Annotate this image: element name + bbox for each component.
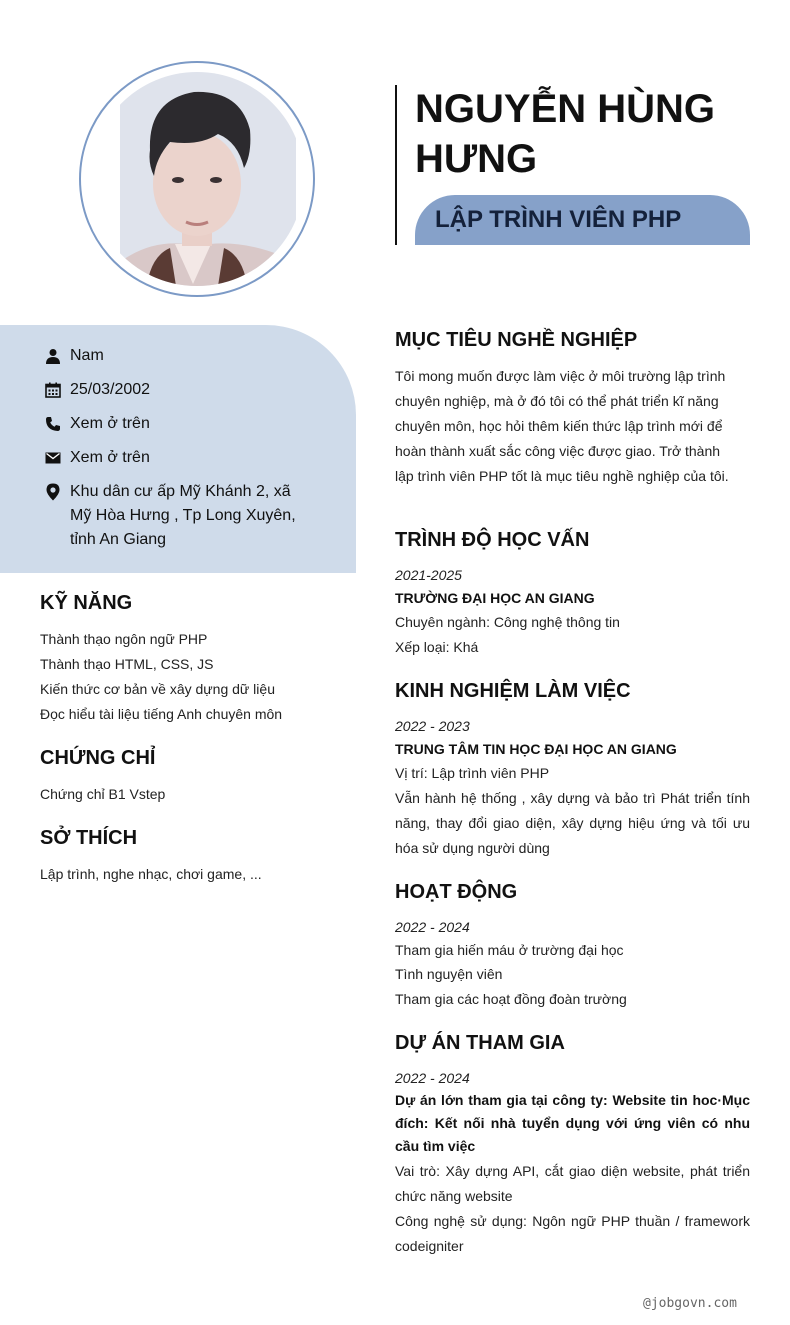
- gender-value: Nam: [70, 347, 104, 364]
- activities-heading: HOẠT ĐỘNG: [395, 881, 518, 903]
- projects-period: 2022 - 2024: [395, 1070, 470, 1086]
- job-title: LẬP TRÌNH VIÊN PHP: [435, 206, 682, 233]
- activities-period: 2022 - 2024: [395, 919, 470, 935]
- education-major: Chuyên ngành: Công nghệ thông tin: [395, 614, 620, 630]
- skill-item: Thành thạo HTML, CSS, JS: [40, 656, 214, 672]
- activity-item: Tham gia hiến máu ở trường đại học: [395, 942, 624, 958]
- phone-icon: [44, 412, 62, 436]
- experience-description: Vẫn hành hệ thống , xây dựng và bảo trì Phát triển tính năng, thay đổi giao diện, xây dựng hiệu ứng và tối ưu hóa sử dụng người dùng: [395, 790, 750, 856]
- avatar-ring: [79, 61, 315, 297]
- contact-birthday: [44, 378, 310, 402]
- education-school: TRƯỜNG ĐẠI HỌC AN GIANG: [395, 590, 595, 606]
- objective-text: Tôi mong muốn được làm việc ở môi trường lập trình chuyên nghiệp, mà ở đó tôi có thể phát triển kĩ năng chuyên môn, học hỏi thêm kiến thức lập trình mới để hoàn thành xuất sắc công việc được giao. Trở thành lập trình viên PHP tốt là mục tiêu nghề nghiệp của tôi.: [395, 368, 729, 484]
- hobbies-heading: SỞ THÍCH: [40, 827, 138, 849]
- skill-item: Thành thạo ngôn ngữ PHP: [40, 631, 208, 647]
- contact-gender: [44, 344, 310, 368]
- skill-item: Kiến thức cơ bản về xây dựng dữ liệu: [40, 681, 275, 697]
- avatar: [90, 72, 304, 286]
- experience-heading: KINH NGHIỆM LÀM VIỆC: [395, 680, 631, 702]
- experience-period: 2022 - 2023: [395, 718, 470, 734]
- education-grade: Xếp loại: Khá: [395, 639, 479, 655]
- contact-address: [44, 480, 296, 552]
- project-role: Vai trò: Xây dựng API, cắt giao diện website, phát triển chức năng website: [395, 1163, 750, 1204]
- profile-photo: [90, 72, 304, 286]
- address-value: Khu dân cư ấp Mỹ Khánh 2, xã Mỹ Hòa Hưng , Tp Long Xuyên, tỉnh An Giang: [70, 483, 296, 548]
- certificate-item: Chứng chỉ B1 Vstep: [40, 786, 166, 802]
- person-icon: [44, 344, 62, 368]
- phone-value[interactable]: Xem ở trên: [70, 415, 150, 432]
- footer-brand: @jobgovn.com: [643, 1296, 737, 1311]
- projects-heading: DỰ ÁN THAM GIA: [395, 1032, 565, 1054]
- education-period: 2021-2025: [395, 567, 462, 583]
- experience-company: TRUNG TÂM TIN HỌC ĐẠI HỌC AN GIANG: [395, 741, 677, 757]
- project-title: Dự án lớn tham gia tại công ty: Website tin hoc·Mục đích: Kết nối nhà tuyển dụng với ứng viên có nhu cầu tìm việc: [395, 1092, 750, 1154]
- project-tech: Công nghệ sử dụng: Ngôn ngữ PHP thuần / framework codeigniter: [395, 1213, 750, 1254]
- activity-item: Tham gia các hoạt đồng đoàn trường: [395, 991, 627, 1007]
- contact-phone: [44, 412, 310, 436]
- candidate-name: NGUYỄN HÙNG HƯNG: [415, 87, 716, 181]
- experience-position: Vị trí: Lập trình viên PHP: [395, 765, 550, 781]
- skills-heading: KỸ NĂNG: [40, 592, 133, 614]
- certificates-heading: CHỨNG CHỈ: [40, 747, 156, 769]
- calendar-icon: [44, 378, 62, 402]
- skill-item: Đọc hiểu tài liệu tiếng Anh chuyên môn: [40, 706, 283, 722]
- hobbies-text: Lập trình, nghe nhạc, chơi game, ...: [40, 866, 262, 882]
- education-heading: TRÌNH ĐỘ HỌC VẤN: [395, 529, 590, 551]
- location-pin-icon: [44, 480, 62, 504]
- objective-heading: MỤC TIÊU NGHỀ NGHIỆP: [395, 329, 638, 351]
- birthday-value: 25/03/2002: [70, 381, 151, 398]
- contact-email: [44, 446, 310, 470]
- email-value[interactable]: Xem ở trên: [70, 449, 150, 466]
- job-title-banner: [415, 195, 750, 245]
- name-divider: [395, 85, 397, 245]
- mail-icon: [44, 446, 62, 470]
- activity-item: Tình nguyện viên: [395, 966, 503, 982]
